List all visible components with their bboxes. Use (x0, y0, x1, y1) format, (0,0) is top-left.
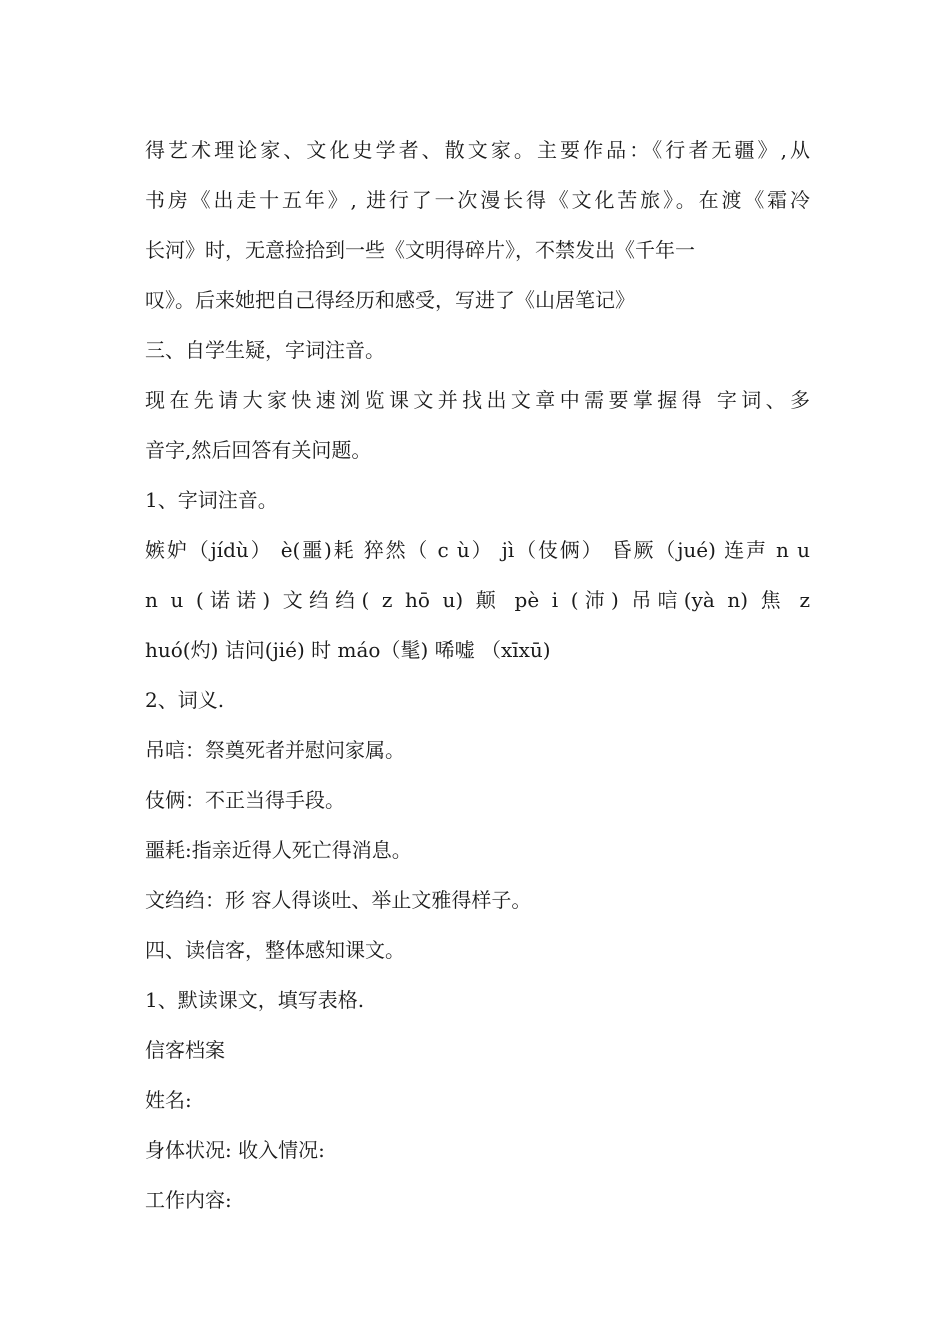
section-heading-four: 四、读信客，整体感知课文。 (145, 938, 405, 962)
subheading-meaning: 2、词义. (145, 688, 225, 712)
field-health-income: 身体状况: 收入情况: (145, 1138, 325, 1162)
pronunciation-line-2: n u (诺诺) 文绉绉( z hō u) 颠 pè i (沛) 吊唁(yà n) 焦 z (145, 588, 810, 612)
meaning-line-2: 伎俩：不正当得手段。 (145, 788, 345, 812)
field-name: 姓名: (145, 1088, 192, 1112)
section-heading-three: 三、自学生疑，字词注音。 (145, 338, 385, 362)
field-work: 工作内容: (145, 1188, 232, 1212)
text-line-7: 音字,然后回答有关问题。 (145, 438, 372, 462)
text-line-6: 现在先请大家快速浏览课文并找出文章中需要掌握得 字词、多 (145, 388, 810, 412)
meaning-line-3: 噩耗:指亲近得人死亡得消息。 (145, 838, 412, 862)
archive-title: 信客档案 (145, 1038, 225, 1062)
meaning-line-4: 文绉绉：形 容人得谈吐、举止文雅得样子。 (145, 888, 532, 912)
text-line-1: 得艺术理论家、文化史学者、散文家。主要作品：《行者无疆》,从 (145, 138, 810, 162)
text-line-2: 书房《出走十五年》, 进行了一次漫长得《文化苦旅》。在渡《霜冷 (145, 188, 810, 212)
pronunciation-line-3: huó(灼) 诘问(jié) 时 máo（髦) 唏嘘 （xīxū) (145, 638, 551, 662)
task-line: 1、默读课文，填写表格. (145, 988, 365, 1012)
pronunciation-line-1: 嫉妒（jídù） è(噩)耗 猝然（ c ù） jì（伎俩） 昏厥（jué) 连声 n u (145, 538, 810, 562)
text-line-3: 长河》时，无意捡拾到一些《文明得碎片》，不禁发出《千年一 (145, 238, 695, 262)
text-line-4: 叹》。后来她把自己得经历和感受，写进了《山居笔记》 (145, 288, 635, 312)
subheading-pronunciation: 1、字词注音。 (145, 488, 278, 512)
meaning-line-1: 吊唁：祭奠死者并慰问家属。 (145, 738, 405, 762)
